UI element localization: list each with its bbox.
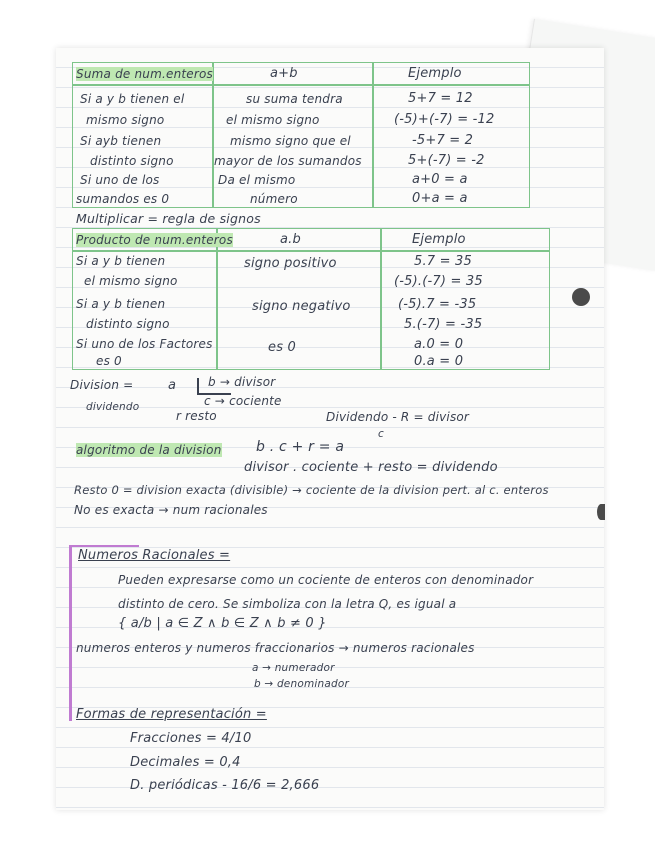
sum-rule: sumandos es 0 (76, 192, 170, 206)
sum-example: (-5)+(-7) = -12 (394, 112, 495, 127)
sum-rule: Si a y b tienen el (80, 92, 185, 106)
sum-table-header-1: Suma de num.enteros (76, 67, 214, 81)
division-formula: Dividendo - R = divisor (326, 410, 470, 424)
product-example: 5.7 = 35 (414, 254, 472, 269)
rational-title: Numeros Racionales = (78, 548, 231, 563)
rational-set: { a/b | a ∈ Z ∧ b ∈ Z ∧ b ≠ 0 } (118, 616, 327, 631)
product-example: (-5).7 = -35 (398, 297, 477, 312)
rational-def-1: Pueden expresarse como un cociente de enteros con denominador (118, 573, 534, 587)
sum-result: su suma tendra (246, 92, 343, 106)
rational-def-3: numeros enteros y numeros fraccionarios → numeros racionales (76, 641, 475, 655)
product-rule: Si uno de los Factores (76, 337, 213, 351)
division-bracket (197, 378, 199, 394)
product-example: (-5).(-7) = 35 (394, 274, 483, 289)
sum-table-header-2: a+b (270, 66, 298, 81)
note-inexact-division: No es exacta → num racionales (74, 503, 268, 517)
product-table-header-3: Ejemplo (412, 232, 466, 247)
form-item-fractions: Fracciones = 4/10 (130, 731, 252, 746)
sum-rule: distinto signo (90, 154, 174, 168)
forms-title: Formas de representación = (76, 707, 267, 722)
division-b: b → divisor (208, 375, 276, 389)
product-result: signo positivo (244, 256, 337, 271)
product-result: es 0 (268, 340, 296, 355)
sum-example: 0+a = a (412, 191, 468, 206)
binder-hole (572, 288, 590, 306)
algorithm-label: algoritmo de la division (76, 443, 222, 457)
sum-example: a+0 = a (412, 172, 468, 187)
division-r: r resto (176, 409, 217, 423)
sum-rule: Si ayb tienen (80, 134, 162, 148)
section-margin-line (69, 545, 72, 721)
sum-example: -5+7 = 2 (412, 133, 474, 148)
note-exact-division: Resto 0 = division exacta (divisible) → cociente de la division pert. al c. enteros (74, 483, 549, 497)
division-formula-den: c (378, 428, 384, 440)
sum-result: número (250, 192, 298, 206)
product-table-header-1: Producto de num.enteros (76, 233, 233, 247)
sum-rule: Si uno de los (80, 173, 160, 187)
sum-rule: mismo signo (86, 113, 165, 127)
sum-result: el mismo signo (226, 113, 320, 127)
numerator-label: a → numerador (252, 662, 335, 674)
division-c: c → cociente (204, 394, 282, 408)
sum-example: 5+7 = 12 (408, 91, 473, 106)
product-example: 5.(-7) = -35 (404, 317, 483, 332)
division-label: Division = (70, 378, 134, 392)
denominator-label: b → denominador (254, 678, 349, 690)
division-a: a (168, 378, 177, 393)
product-example: a.0 = 0 (414, 337, 464, 352)
product-rule: distinto signo (86, 317, 170, 331)
form-item-decimals: Decimales = 0,4 (130, 755, 241, 770)
product-rule: es 0 (96, 354, 122, 368)
dividendo-label: dividendo (86, 401, 140, 413)
sum-result: mayor de los sumandos (214, 154, 362, 168)
algorithm-formula: b . c + r = a (256, 439, 345, 455)
product-example: 0.a = 0 (414, 354, 464, 369)
product-rule: el mismo signo (84, 274, 178, 288)
sum-example: 5+(-7) = -2 (408, 153, 485, 168)
product-rule: Si a y b tienen (76, 254, 166, 268)
product-rule: Si a y b tienen (76, 297, 166, 311)
multiply-title: Multiplicar = regla de signos (76, 211, 261, 226)
product-result: signo negativo (252, 299, 351, 314)
product-table-header-2: a.b (280, 232, 301, 247)
sum-result: mismo signo que el (230, 134, 351, 148)
form-item-periodic: D. periódicas - 16/6 = 2,666 (130, 778, 320, 793)
sum-table-header-3: Ejemplo (408, 66, 462, 81)
section-line (69, 545, 139, 547)
binder-hole (597, 504, 605, 520)
rational-def-2: distinto de cero. Se simboliza con la letra Q, es igual a (118, 597, 457, 611)
algorithm-description: divisor . cociente + resto = dividendo (244, 460, 498, 475)
sum-result: Da el mismo (218, 173, 296, 187)
